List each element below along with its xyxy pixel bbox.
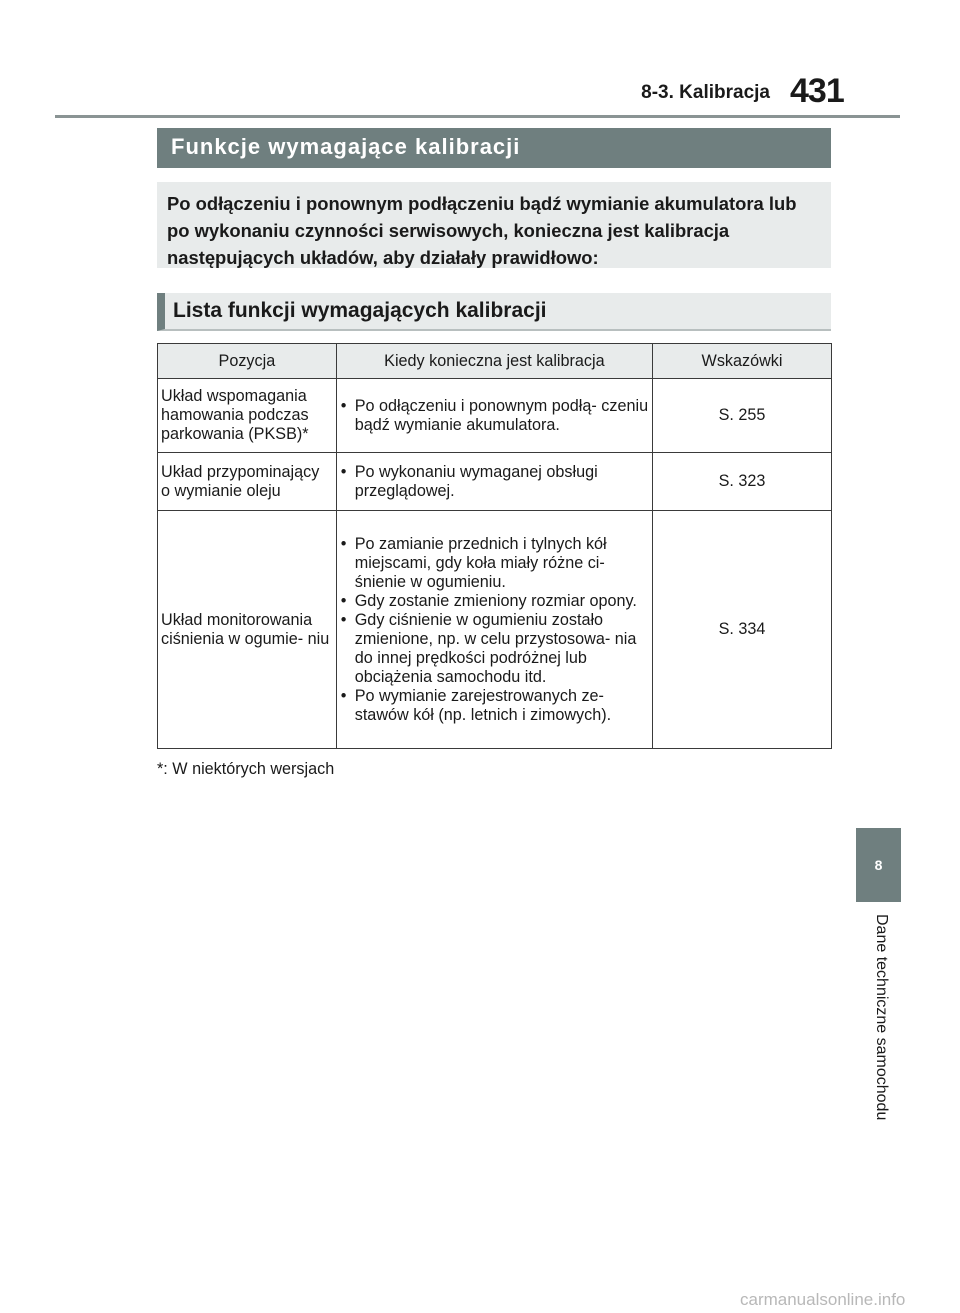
page-reference: S. 255	[653, 379, 832, 453]
calibration-table	[157, 343, 832, 749]
page-number: 431	[790, 72, 844, 110]
when-cell	[336, 453, 652, 511]
intro-text: Po odłączeniu i ponownym podłączeniu bądź wymianie akumulatora lub po wykonaniu czynności serwisowych, konieczna jest kalibracja następujących układów, aby działały prawidłowo:	[157, 182, 831, 268]
page-reference: S. 323	[653, 453, 832, 511]
page-title: Funkcje wymagające kalibracji	[157, 128, 831, 168]
item-cell: Układ monitorowania ciśnienia w ogumie- niu	[158, 511, 337, 749]
table-row	[158, 511, 832, 749]
chapter-tab: 8	[856, 828, 901, 902]
item-cell: Układ przypominający o wymianie oleju	[158, 453, 337, 511]
condition-list	[341, 397, 650, 435]
condition-item: • Po odłączeniu i ponownym podłą- czeniu bądź wymianie akumulatora.	[341, 397, 650, 435]
column-header-ref: Wskazówki	[653, 344, 832, 379]
when-cell	[336, 511, 652, 749]
condition-item: • Po wymianie zarejestrowanych ze- stawów kół (np. letnich i zimowych).	[341, 687, 650, 725]
section-title: 8-3. Kalibracja	[641, 82, 770, 103]
chapter-title: Dane techniczne samochodu	[873, 914, 890, 1121]
table-row	[158, 379, 832, 453]
column-header-when: Kiedy konieczna jest kalibracja	[336, 344, 652, 379]
column-header-item: Pozycja	[158, 344, 337, 379]
condition-item: • Gdy ciśnienie w ogumieniu zostało zmienione, np. w celu przystosowa- nia do innej prędkości podróżnej lub obciążenia samochodu itd.	[341, 611, 650, 687]
condition-item: • Po wykonaniu wymaganej obsługi przeglądowej.	[341, 463, 650, 501]
table-header-row	[158, 344, 832, 379]
footnote: *: W niektórych wersjach	[157, 760, 335, 778]
item-cell: Układ wspomagania hamowania podczas parkowania (PKSB)*	[158, 379, 337, 453]
condition-item: • Po zamianie przednich i tylnych kół miejscami, gdy koła miały różne ci- śnienie w ogumieniu.	[341, 535, 650, 592]
condition-item: • Gdy zostanie zmieniony rozmiar opony.	[341, 592, 650, 611]
header-divider	[55, 115, 900, 118]
when-cell	[336, 379, 652, 453]
watermark: carmanualsonline.info	[740, 1290, 906, 1309]
condition-list	[341, 463, 650, 501]
table-row	[158, 453, 832, 511]
subsection-heading: Lista funkcji wymagających kalibracji	[157, 293, 831, 331]
condition-list	[341, 535, 650, 725]
page-reference: S. 334	[653, 511, 832, 749]
